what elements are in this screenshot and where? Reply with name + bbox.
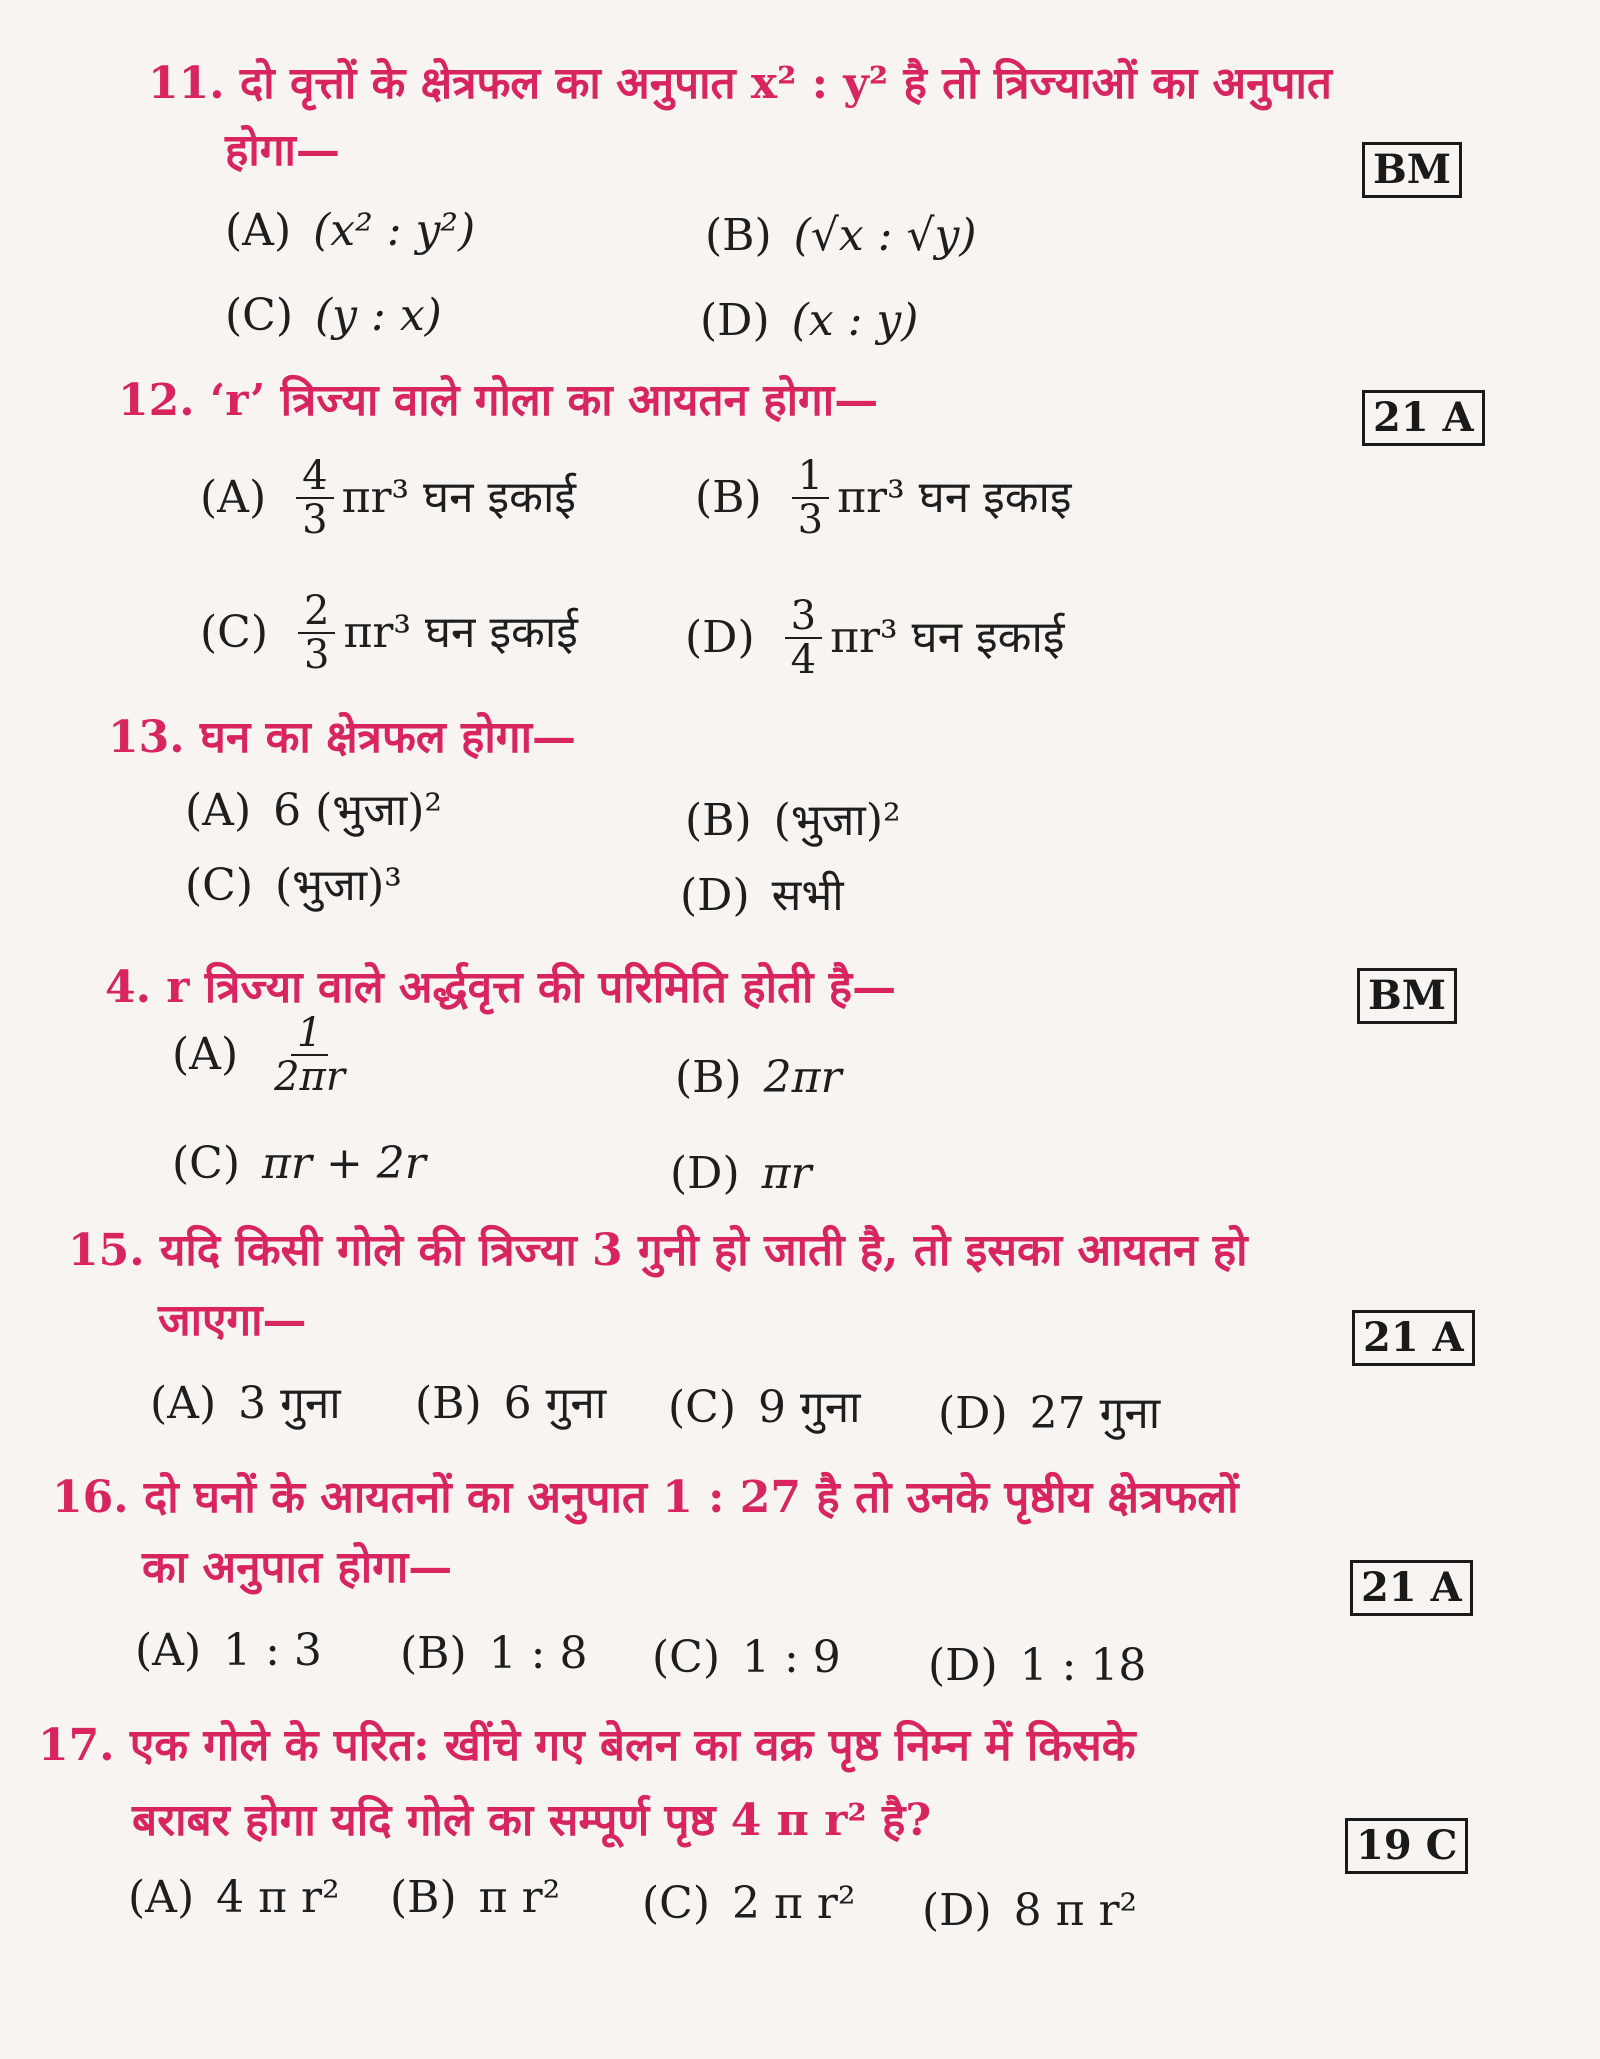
question-stem-line1	[148, 58, 1332, 111]
question-number: 16.	[52, 1472, 129, 1523]
option-label: (D)	[938, 1388, 1008, 1439]
option-text: π r²	[478, 1872, 561, 1923]
option-label: (D)	[680, 870, 750, 921]
fraction-numerator: 4	[296, 455, 333, 499]
option-text: (x : y)	[791, 295, 919, 346]
option-label: (D)	[928, 1640, 998, 1691]
option-a[interactable]	[150, 1378, 341, 1431]
option-label: (C)	[652, 1632, 720, 1683]
fraction-numerator: 2	[298, 590, 335, 634]
fraction-denominator: 4	[790, 637, 817, 683]
option-text: 1 : 3	[223, 1625, 322, 1676]
option-text: 6 (भुजा)²	[273, 785, 443, 836]
option-text: 3 गुना	[238, 1378, 341, 1429]
fraction	[785, 595, 822, 681]
option-label: (C)	[225, 290, 293, 341]
fraction	[792, 455, 829, 541]
option-text: πr	[761, 1148, 812, 1199]
option-b[interactable]	[400, 1628, 587, 1681]
option-c[interactable]	[200, 590, 578, 676]
option-text: (x² : y²)	[313, 205, 476, 256]
option-label: (C)	[200, 606, 268, 658]
question-text: एक गोले के परित: खींचे गए बेलन का वक्र पृष्ठ निम्न में किसके	[129, 1720, 1136, 1771]
option-text: (y : x)	[315, 290, 442, 341]
question-stem-line1	[108, 712, 576, 765]
option-text: 6 गुना	[503, 1378, 607, 1429]
option-d[interactable]	[670, 1148, 812, 1201]
question-stem-line2: बराबर होगा यदि गोले का सम्पूर्ण पृष्ठ 4 π r² है?	[132, 1795, 932, 1846]
fraction-denominator: 3	[797, 497, 824, 543]
fraction-numerator: 1	[792, 455, 829, 499]
option-label: (B)	[675, 1052, 742, 1103]
option-label: (B)	[685, 795, 752, 846]
option-d[interactable]	[922, 1885, 1137, 1938]
question-stem-line1	[68, 1225, 1248, 1278]
option-label: (C)	[172, 1138, 240, 1189]
option-text: 27 गुना	[1029, 1388, 1161, 1439]
option-text: 2πr	[763, 1052, 842, 1103]
option-label: (C)	[185, 860, 253, 911]
option-c[interactable]	[668, 1382, 861, 1435]
option-c[interactable]	[652, 1632, 841, 1685]
option-label: (B)	[705, 210, 772, 261]
option-a[interactable]	[135, 1625, 322, 1678]
fraction-denominator: 2πr	[274, 1054, 345, 1100]
option-c[interactable]	[642, 1878, 856, 1931]
option-text: 1 : 18	[1019, 1640, 1147, 1691]
option-d[interactable]	[680, 870, 844, 923]
question-text: यदि किसी गोले की त्रिज्या 3 गुनी हो जाती है, तो इसका आयतन हो	[159, 1225, 1248, 1276]
option-d[interactable]	[685, 595, 1064, 681]
question-text: दो वृत्तों के क्षेत्रफल का अनुपात x² : y² है तो त्रिज्याओं का अनुपात	[239, 58, 1332, 109]
question-number: 13.	[108, 712, 185, 763]
option-b[interactable]	[705, 210, 977, 263]
question-number: 4.	[105, 962, 151, 1013]
option-label: (C)	[642, 1878, 710, 1929]
option-text: (√x : √y)	[793, 210, 977, 261]
source-tag: BM	[1362, 142, 1462, 198]
option-a[interactable]	[200, 455, 576, 541]
option-b[interactable]	[685, 795, 901, 848]
option-b[interactable]	[415, 1378, 606, 1431]
source-tag: 21 A	[1362, 390, 1485, 446]
fraction-numerator: 1	[291, 1012, 328, 1056]
question-stem-line1	[52, 1472, 1239, 1525]
option-label: (A)	[150, 1378, 217, 1429]
option-label: (B)	[695, 471, 762, 523]
option-c[interactable]	[185, 860, 402, 913]
option-a[interactable]	[225, 205, 475, 258]
option-text: πr³ घन इकाई	[830, 611, 1065, 663]
source-tag: 21 A	[1350, 1560, 1473, 1616]
option-label: (B)	[400, 1628, 467, 1679]
option-text: 8 π r²	[1013, 1885, 1138, 1936]
option-label: (A)	[225, 205, 292, 256]
option-label: (A)	[172, 1028, 239, 1080]
option-label: (A)	[200, 471, 267, 523]
fraction-numerator: 3	[785, 595, 822, 639]
question-text: r त्रिज्या वाले अर्द्धवृत्त की परिमिति होती है—	[166, 962, 897, 1013]
question-text: ‘r’ त्रिज्या वाले गोला का आयतन होगा—	[209, 375, 879, 426]
question-number: 15.	[68, 1225, 145, 1276]
option-label: (A)	[128, 1872, 195, 1923]
option-label: (D)	[685, 611, 755, 663]
option-label: (A)	[185, 785, 252, 836]
question-text: दो घनों के आयतनों का अनुपात 1 : 27 है तो उनके पृष्ठीय क्षेत्रफलों	[143, 1472, 1239, 1523]
source-tag: BM	[1357, 968, 1457, 1024]
question-stem-line2: जाएगा—	[158, 1295, 307, 1346]
option-d[interactable]	[938, 1388, 1160, 1441]
option-label: (B)	[415, 1378, 482, 1429]
option-text: (भुजा)²	[773, 795, 901, 846]
option-label: (D)	[922, 1885, 992, 1936]
option-c[interactable]	[172, 1138, 426, 1191]
option-text: 2 π r²	[732, 1878, 856, 1929]
question-stem-line2: का अनुपात होगा—	[142, 1542, 453, 1593]
option-d[interactable]	[928, 1640, 1146, 1693]
question-text: घन का क्षेत्रफल होगा—	[199, 712, 576, 763]
option-label: (A)	[135, 1625, 202, 1676]
option-text: (भुजा)³	[275, 860, 402, 911]
option-text: सभी	[771, 870, 844, 921]
option-text: πr³ घन इकाइ	[837, 471, 1072, 523]
option-label: (C)	[668, 1382, 736, 1433]
option-a[interactable]	[185, 785, 442, 838]
question-number: 17.	[38, 1720, 115, 1771]
fraction-denominator: 3	[304, 632, 330, 678]
option-label: (B)	[390, 1872, 457, 1923]
option-text: πr³ घन इकाई	[343, 606, 578, 658]
option-text: πr + 2r	[262, 1138, 426, 1189]
option-d[interactable]	[700, 295, 918, 348]
option-text: πr³ घन इकाई	[341, 471, 576, 523]
fraction	[298, 590, 335, 676]
option-text: 9 गुना	[758, 1382, 861, 1433]
question-stem-line1	[118, 375, 878, 428]
option-text: 4 π r²	[216, 1872, 340, 1923]
question-stem-line1	[38, 1720, 1136, 1773]
option-b[interactable]	[695, 455, 1072, 541]
option-b[interactable]	[390, 1872, 560, 1925]
question-number: 11.	[148, 58, 225, 109]
option-a[interactable]	[128, 1872, 340, 1925]
option-text: 1 : 9	[742, 1632, 841, 1683]
option-b[interactable]	[675, 1052, 842, 1105]
source-tag: 19 C	[1345, 1818, 1468, 1874]
fraction	[296, 455, 333, 541]
option-label: (D)	[670, 1148, 740, 1199]
option-a[interactable]	[172, 1012, 359, 1098]
option-text: 1 : 8	[488, 1628, 588, 1679]
question-stem-line1	[105, 962, 896, 1015]
fraction	[268, 1012, 351, 1098]
question-number: 12.	[118, 375, 195, 426]
question-stem-line2: होगा—	[225, 125, 340, 176]
option-label: (D)	[700, 295, 770, 346]
source-tag: 21 A	[1352, 1310, 1475, 1366]
fraction-denominator: 3	[302, 497, 328, 543]
option-c[interactable]	[225, 290, 442, 343]
